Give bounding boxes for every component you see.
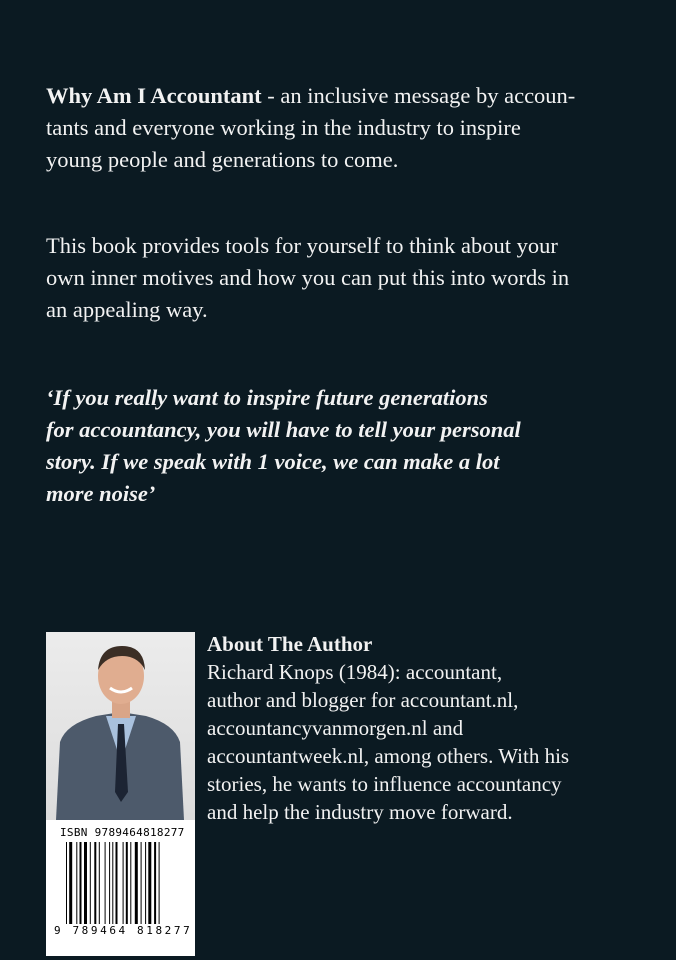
barcode-bar: [90, 842, 91, 924]
barcode-bar: [154, 842, 156, 924]
barcode-bar: [145, 842, 146, 924]
barcode-digits: 9 789464 818277: [54, 924, 193, 937]
barcode-bar: [112, 842, 113, 934]
about-title: About The Author: [207, 632, 373, 656]
barcode-bar: [76, 842, 77, 924]
barcode-bar: [159, 842, 160, 934]
barcode-bars: [66, 842, 178, 934]
barcode-bar: [99, 842, 100, 924]
barcode-bar: [94, 842, 96, 924]
barcode-bar: [105, 842, 106, 924]
book-title: Why Am I Accountant: [46, 83, 262, 108]
barcode-bar: [109, 842, 110, 924]
barcode: [46, 820, 195, 956]
author-photo: [46, 632, 195, 820]
barcode-bar: [80, 842, 82, 924]
barcode-bar: [69, 842, 72, 934]
about-author: About The Author Richard Knops (1984): accountant, author and blogger for accountant.nl, accountancyvanmorgen.nl and accountantweek.nl, among others. With his stories, he wants to influence accountancy and help the industry move forward.: [207, 632, 570, 824]
barcode-bar: [141, 842, 142, 924]
barcode-bar: [130, 842, 131, 924]
barcode-bar: [84, 842, 87, 924]
isbn-label: ISBN 9789464818277: [60, 826, 185, 839]
intro-paragraph: Why Am I Accountant - an inclusive message by accoun- tants and everyone working in the industry to inspire young people and generations to come.: [46, 83, 576, 172]
description-paragraph: This book provides tools for yourself to think about your own inner motives and how you can put this into words in an appealing way.: [46, 233, 570, 322]
barcode-bar: [148, 842, 151, 924]
barcode-bar: [126, 842, 128, 924]
barcode-bar: [123, 842, 124, 924]
barcode-bar: [66, 842, 67, 934]
barcode-bar: [116, 842, 118, 934]
quote: ‘If you really want to inspire future generations for accountancy, you will have to tell your personal story. If we speak with 1 voice, we can make a lot more noise’: [46, 385, 521, 506]
barcode-bar: [135, 842, 138, 924]
